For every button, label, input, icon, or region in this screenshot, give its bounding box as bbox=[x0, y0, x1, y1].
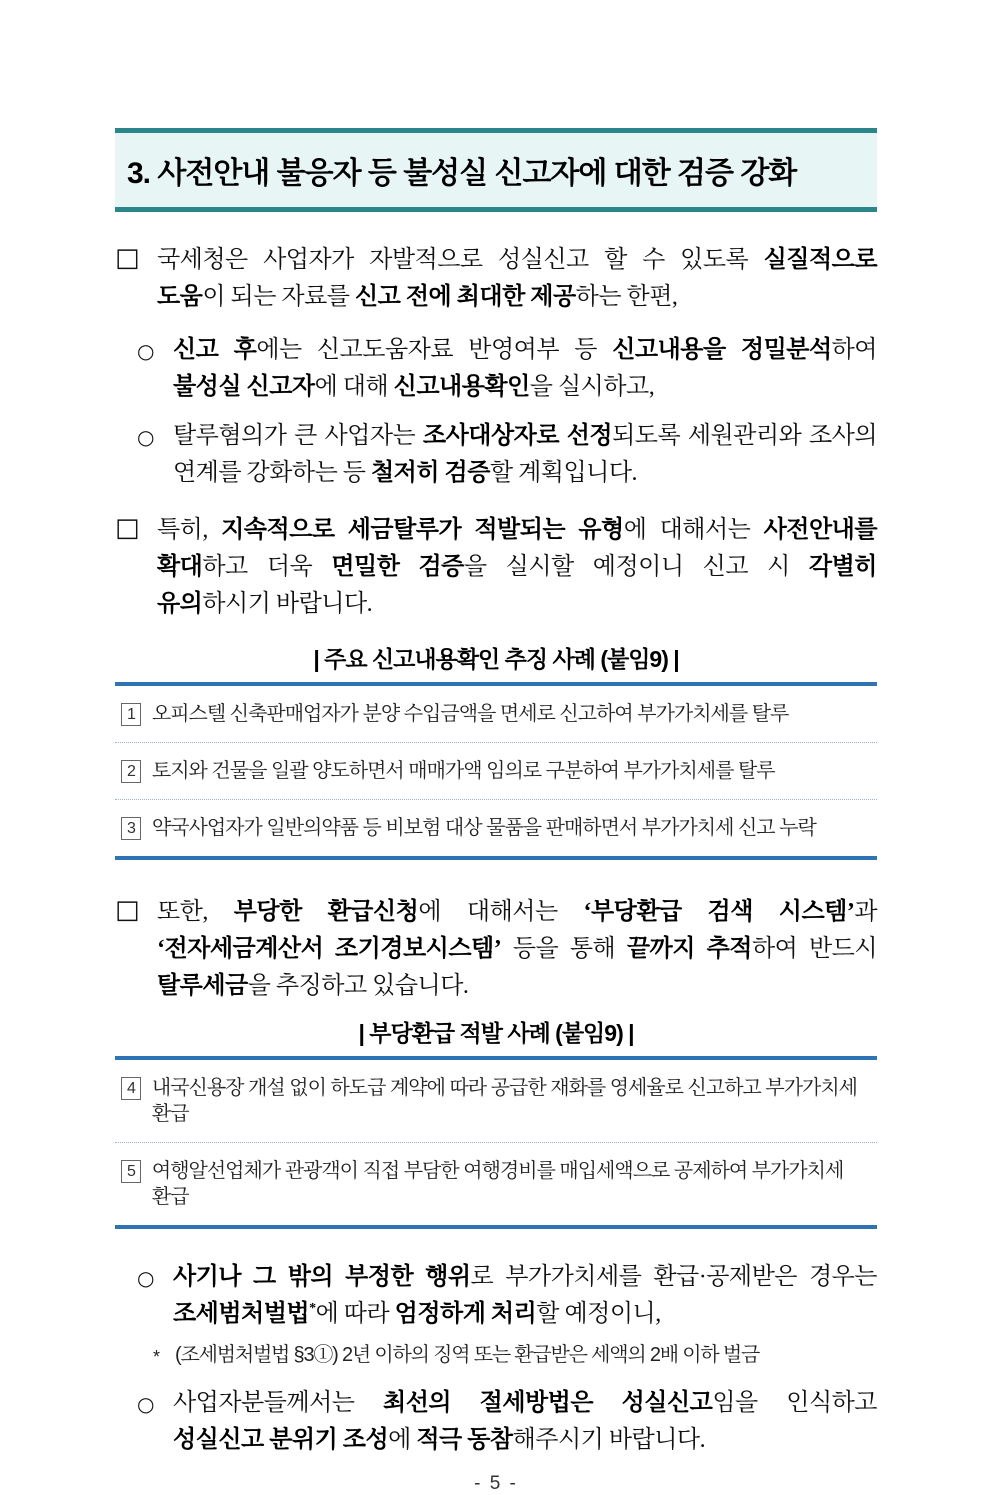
paragraph-text: 사업자분들께서는 최선의 절세방법은 성실신고임을 인식하고 성실신고 분위기 조성에 적극 동참해주시기 바랍니다. bbox=[173, 1390, 877, 1453]
circle-bullet: ○ bbox=[137, 1266, 154, 1290]
paragraph-text: 신고 후에는 신고도움자료 반영여부 등 신고내용을 정밀분석하여 불성실 신고자에 대해 신고내용확인을 실시하고, bbox=[173, 337, 877, 400]
circle-bullet: ○ bbox=[137, 1392, 154, 1416]
case-item bbox=[115, 799, 877, 856]
paragraph-nts-support bbox=[115, 242, 877, 316]
square-bullet: □ bbox=[115, 243, 140, 273]
paragraph-text: 국세청은 사업자가 자발적으로 성실신고 할 수 있도록 실질적으로 도움이 되는 자료를 신고 전에 최대한 제공하는 한편, bbox=[157, 247, 877, 310]
case-box-refund-examples bbox=[115, 1015, 877, 1229]
footnote-text: (조세범처벌법 §3①) 2년 이하의 징역 또는 환급받은 세액의 2배 이하 벌금 bbox=[175, 1344, 760, 1366]
paragraph-improper-refund bbox=[115, 894, 877, 1005]
item-number-box: 2 bbox=[121, 760, 141, 783]
paragraph-post-filing-analysis bbox=[137, 332, 877, 406]
paragraph-fraud-punishment bbox=[137, 1259, 877, 1333]
square-bullet: □ bbox=[115, 513, 140, 543]
case-item bbox=[115, 1142, 877, 1225]
case-box-verification-examples bbox=[115, 641, 877, 860]
page-number: - 5 - bbox=[474, 1473, 518, 1494]
case-box-title: | 부당환급 적발 사례 (붙임9) | bbox=[358, 1020, 634, 1046]
section-title-banner bbox=[115, 128, 877, 212]
paragraph-text: 탈루혐의가 큰 사업자는 조사대상자로 선정되도록 세원관리와 조사의 연계를 강화하는 등 철저히 검증할 계획입니다. bbox=[173, 423, 877, 486]
case-item bbox=[115, 742, 877, 799]
paragraph-text: 사기나 그 밖의 부정한 행위로 부가가치세를 환급·공제받은 경우는 조세범처벌법*에 따라 엄정하게 처리할 예정이니, bbox=[173, 1264, 877, 1327]
footnote-tax-offense-law bbox=[137, 1341, 877, 1369]
case-item-text: 내국신용장 개설 없이 하도급 계약에 따라 공급한 재화를 영세율로 신고하고 부가가치세 환급 bbox=[151, 1077, 857, 1125]
item-number-box: 5 bbox=[121, 1160, 141, 1183]
square-bullet: □ bbox=[115, 895, 140, 925]
item-number-box: 3 bbox=[121, 817, 141, 840]
paragraph-text: 특히, 지속적으로 세금탈루가 적발되는 유형에 대해서는 사전안내를 확대하고 더욱 면밀한 검증을 실시할 예정이니 신고 시 각별히 유의하시기 바랍니다. bbox=[157, 517, 877, 617]
section-title: 3. 사전안내 불응자 등 불성실 신고자에 대한 검증 강화 bbox=[127, 157, 797, 190]
paragraph-text: 또한, 부당한 환급신청에 대해서는 ‘부당환급 검색 시스템’과 ‘전자세금계산서 조기경보시스템’ 등을 통해 끝까지 추적하여 반드시 탈루세금을 추징하고 있습니다. bbox=[157, 899, 878, 999]
case-item-text: 토지와 건물을 일괄 양도하면서 매매가액 임의로 구분하여 부가가치세를 탈루 bbox=[151, 760, 775, 782]
case-item bbox=[115, 686, 877, 742]
asterisk-marker: * bbox=[153, 1347, 159, 1367]
case-box-body bbox=[115, 1056, 877, 1229]
case-box-title: | 주요 신고내용확인 추징 사례 (붙임9) | bbox=[313, 646, 679, 672]
paragraph-faithful-filing-appeal bbox=[137, 1385, 877, 1459]
case-item-text: 여행알선업체가 관광객이 직접 부담한 여행경비를 매입세액으로 공제하여 부가가치세 환급 bbox=[151, 1160, 844, 1208]
circle-bullet: ○ bbox=[137, 425, 154, 449]
circle-bullet: ○ bbox=[137, 339, 154, 363]
case-item-text: 약국사업자가 일반의약품 등 비보험 대상 물품을 판매하면서 부가가치세 신고 누락 bbox=[151, 817, 816, 839]
item-number-box: 1 bbox=[121, 703, 141, 726]
case-item bbox=[115, 1060, 877, 1142]
document-page bbox=[115, 0, 877, 1495]
paragraph-recurring-evasion bbox=[115, 512, 877, 623]
paragraph-audit-selection bbox=[137, 418, 877, 492]
case-box-body bbox=[115, 682, 877, 860]
item-number-box: 4 bbox=[121, 1077, 141, 1100]
case-item-text: 오피스텔 신축판매업자가 분양 수입금액을 면세로 신고하여 부가가치세를 탈루 bbox=[151, 703, 789, 725]
